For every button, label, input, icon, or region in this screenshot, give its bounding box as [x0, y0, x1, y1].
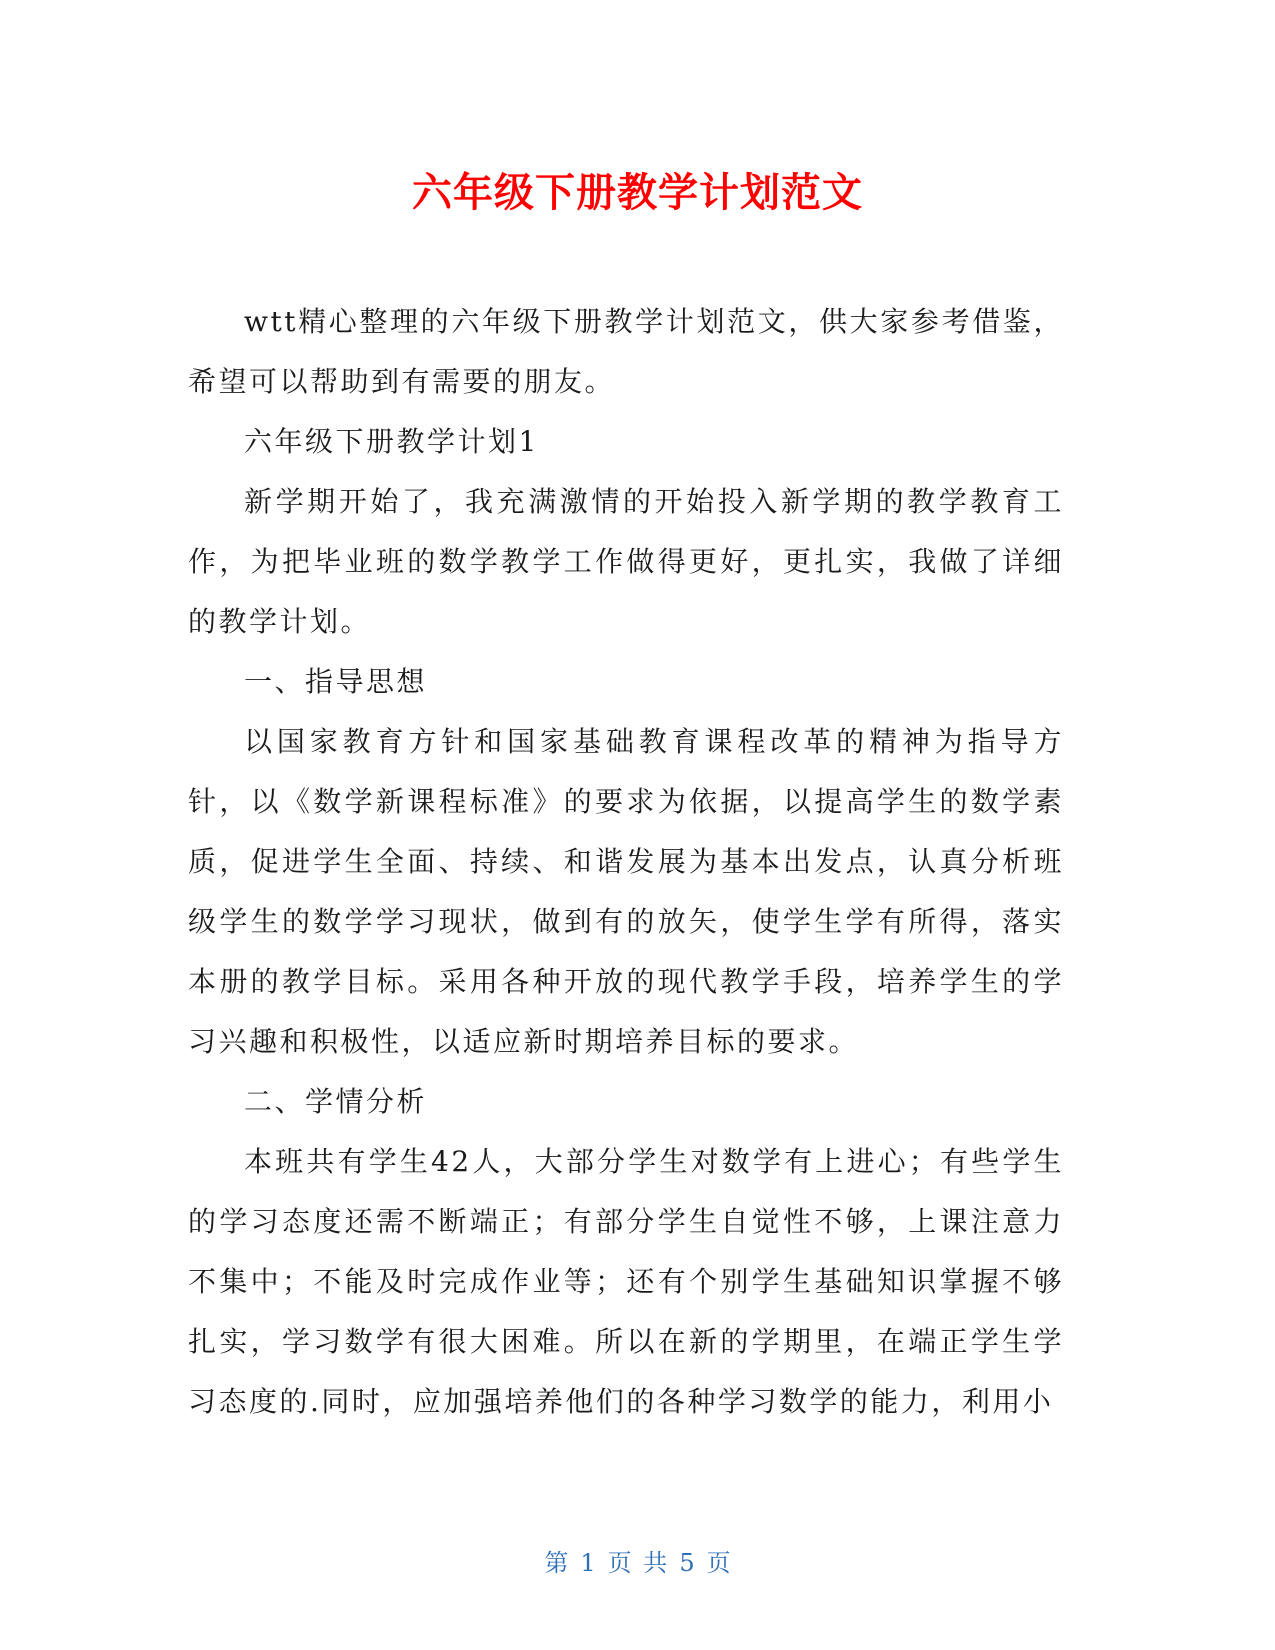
page-footer [0, 1547, 1275, 1579]
footer-label-of: 页 共 [607, 1549, 668, 1577]
paragraph-section-heading: 六年级下册教学计划1 [244, 425, 539, 458]
paragraph-heading-guiding-ideology: 一、指导思想 [244, 665, 428, 698]
paragraph-opening: 新学期开始了，我充满激情的开始投入新学期的教学教育工作，为把毕业班的数学教学工作做得更好，更扎实，我做了详细的教学计划。 [188, 485, 1064, 638]
footer-label-page: 第 [544, 1549, 569, 1577]
paragraph-intro: wtt精心整理的六年级下册教学计划范文，供大家参考借鉴，希望可以帮助到有需要的朋友。 [188, 305, 1064, 398]
document-body [188, 292, 1064, 1432]
paragraph-guiding-ideology: 以国家教育方针和国家基础教育课程改革的精神为指导方针，以《数学新课程标准》的要求为依据，以提高学生的数学素质，促进学生全面、持续、和谐发展为基本出发点，认真分析班级学生的数学学习现状，做到有的放矢，使学生学有所得，落实本册的教学目标。采用各种开放的现代教学手段，培养学生的学习兴趣和积极性，以适应新时期培养目标的要求。 [188, 725, 1064, 1058]
paragraph-heading-student-analysis: 二、学情分析 [244, 1085, 428, 1118]
document-title: 六年级下册教学计划范文 [412, 170, 863, 216]
paragraph-student-analysis: 本班共有学生42人，大部分学生对数学有上进心；有些学生的学习态度还需不断端正；有部分学生自觉性不够，上课注意力不集中；不能及时完成作业等；还有个别学生基础知识掌握不够扎实，学习数学有很大困难。所以在新的学期里，在端正学生学习态度的.同时，应加强培养他们的各种学习数学的能力，利用小 [188, 1145, 1064, 1418]
footer-current-page: 1 [580, 1549, 596, 1577]
footer-label-end: 页 [706, 1549, 731, 1577]
footer-total-pages: 5 [679, 1549, 695, 1577]
